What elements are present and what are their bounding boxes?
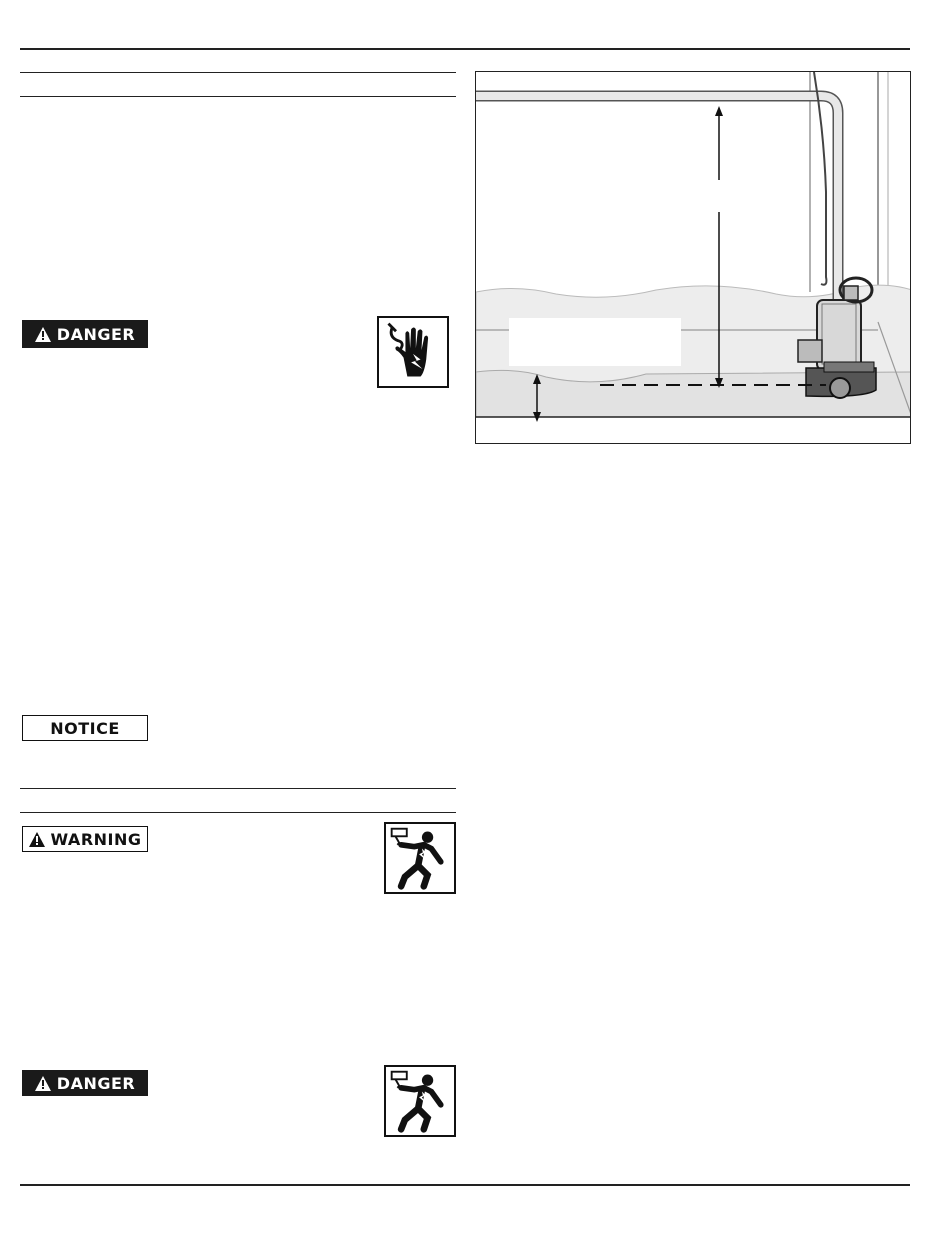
hand-electric-shock-icon bbox=[377, 316, 449, 388]
header-rule bbox=[20, 48, 910, 50]
alert-triangle-icon bbox=[29, 832, 45, 847]
notice-label-text: NOTICE bbox=[50, 718, 120, 738]
power-cord bbox=[814, 72, 826, 285]
warning-label-text: WARNING bbox=[50, 829, 142, 849]
notice-label bbox=[22, 715, 148, 741]
alert-triangle-icon bbox=[35, 1076, 51, 1091]
pump-installation-figure bbox=[475, 71, 911, 444]
danger-label bbox=[22, 320, 148, 348]
alert-triangle-icon bbox=[35, 327, 51, 342]
section-rule-top-1 bbox=[20, 72, 456, 73]
warning-label bbox=[22, 826, 148, 852]
section-rule-top-2 bbox=[20, 96, 456, 97]
section-rule-mid-1 bbox=[20, 788, 456, 789]
danger-label-2-text: DANGER bbox=[56, 1073, 136, 1093]
callout-box bbox=[509, 318, 681, 366]
danger-label-2 bbox=[22, 1070, 148, 1096]
person-electrocution-icon bbox=[384, 822, 456, 894]
section-rule-mid-2 bbox=[20, 812, 456, 813]
footer-rule bbox=[20, 1184, 910, 1186]
danger-label-text: DANGER bbox=[56, 324, 136, 344]
person-electrocution-icon-2 bbox=[384, 1065, 456, 1137]
